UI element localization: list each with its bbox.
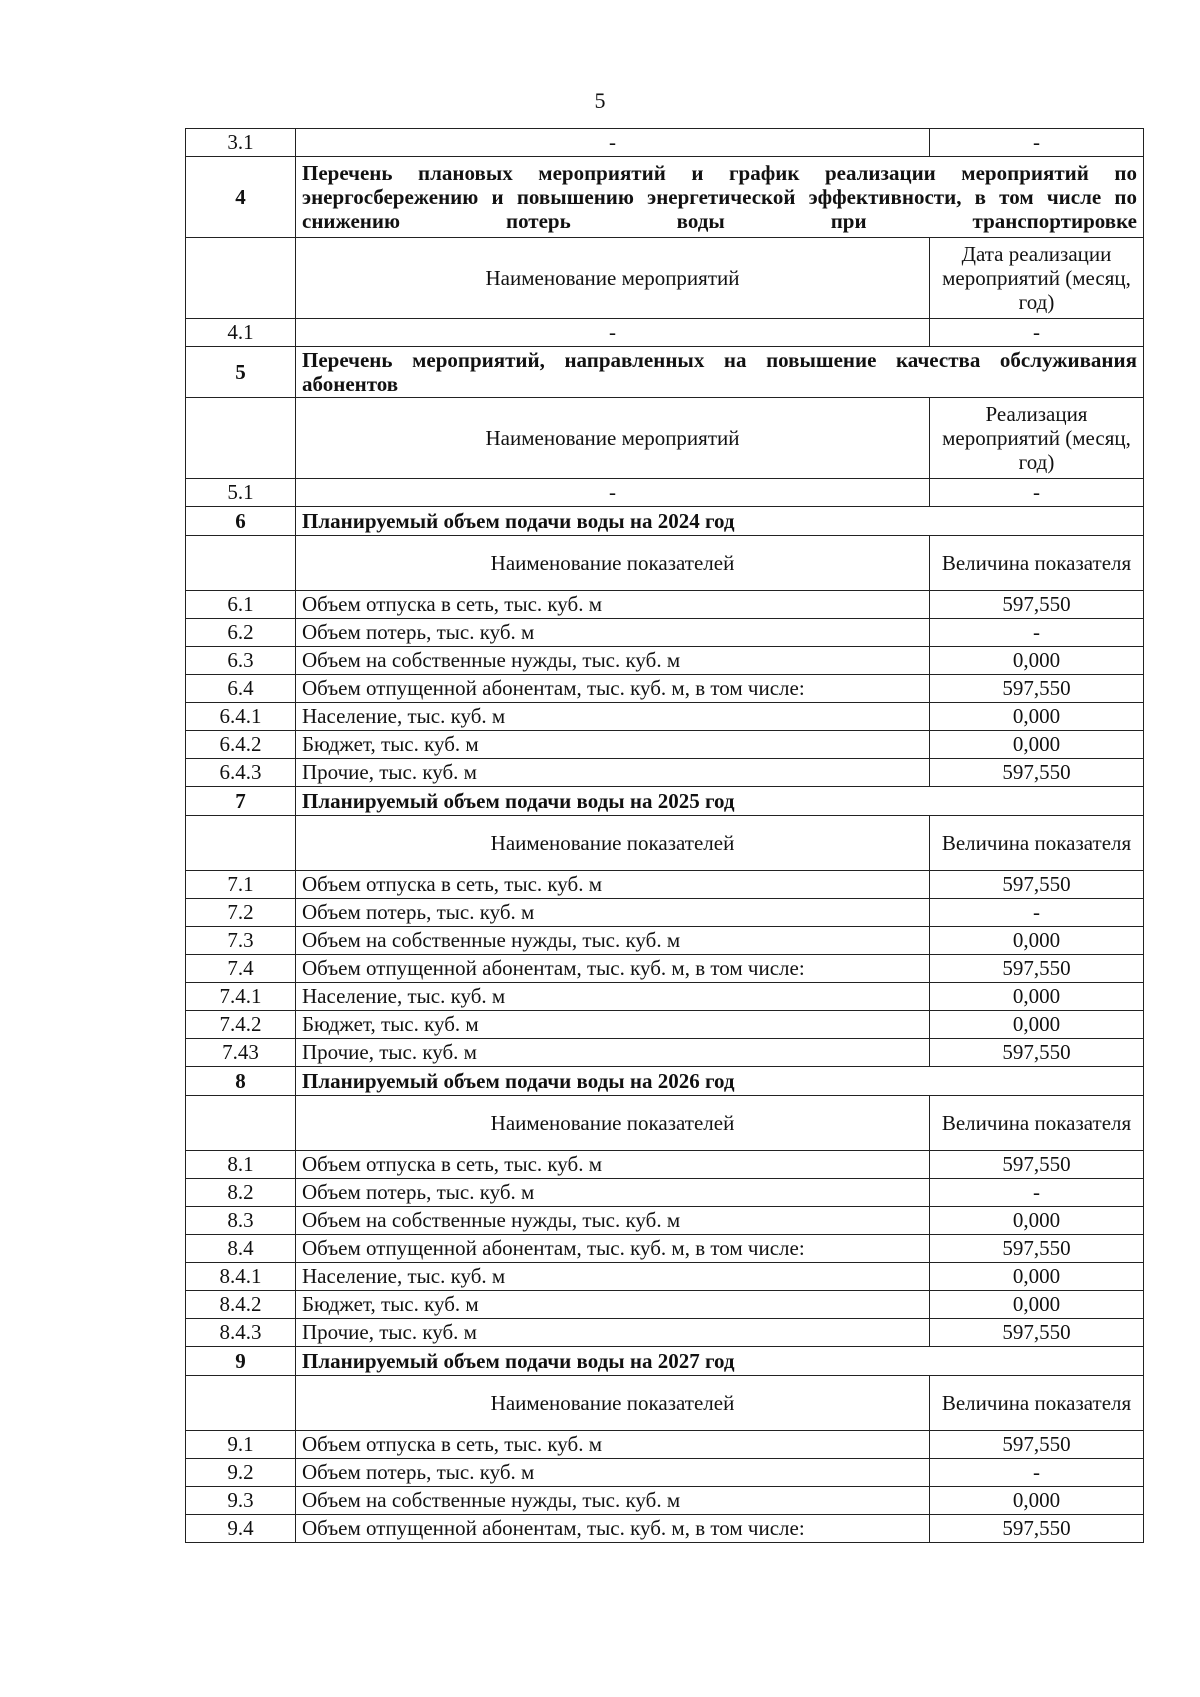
row-indicator-name: -: [296, 129, 930, 157]
table-row: [186, 899, 1144, 927]
header-name-cell: Наименование мероприятий: [296, 398, 930, 479]
table-row: [186, 1011, 1144, 1039]
table-row: [186, 759, 1144, 787]
table-row: [186, 955, 1144, 983]
row-value: 597,550: [930, 1151, 1144, 1179]
table-row: [186, 1459, 1144, 1487]
row-indicator-name: Объем отпущенной абонентам, тыс. куб. м, в том числе:: [296, 675, 930, 703]
section-number: 5: [186, 347, 296, 398]
row-value: -: [930, 479, 1144, 507]
row-value: 0,000: [930, 1011, 1144, 1039]
row-indicator-name: Объем на собственные нужды, тыс. куб. м: [296, 647, 930, 675]
row-number: 9.1: [186, 1431, 296, 1459]
row-value: -: [930, 899, 1144, 927]
row-indicator-name: Объем потерь, тыс. куб. м: [296, 1459, 930, 1487]
header-name-cell: Наименование показателей: [296, 1096, 930, 1151]
section-row: [186, 1347, 1144, 1376]
section-row: [186, 157, 1144, 238]
table-row: [186, 1179, 1144, 1207]
row-value: -: [930, 1459, 1144, 1487]
table-row: [186, 1291, 1144, 1319]
row-value: -: [930, 1179, 1144, 1207]
row-value: 0,000: [930, 1291, 1144, 1319]
row-number: 6.2: [186, 619, 296, 647]
header-number-cell: [186, 1096, 296, 1151]
table-row: [186, 1235, 1144, 1263]
header-number-cell: [186, 536, 296, 591]
row-indicator-name: Объем отпущенной абонентам, тыс. куб. м, в том числе:: [296, 955, 930, 983]
row-value: 597,550: [930, 1515, 1144, 1543]
row-indicator-name: Объем отпуска в сеть, тыс. куб. м: [296, 1151, 930, 1179]
row-indicator-name: Население, тыс. куб. м: [296, 703, 930, 731]
row-number: 7.1: [186, 871, 296, 899]
row-indicator-name: Бюджет, тыс. куб. м: [296, 731, 930, 759]
header-name-cell: Наименование показателей: [296, 1376, 930, 1431]
row-indicator-name: Население, тыс. куб. м: [296, 1263, 930, 1291]
table-row: [186, 1207, 1144, 1235]
row-value: 0,000: [930, 647, 1144, 675]
section-number: 9: [186, 1347, 296, 1376]
section-row: [186, 787, 1144, 816]
row-number: 7.3: [186, 927, 296, 955]
table-row: [186, 591, 1144, 619]
row-indicator-name: Объем потерь, тыс. куб. м: [296, 899, 930, 927]
header-value-cell: Дата реализации мероприятий (месяц, год): [930, 238, 1144, 319]
water-supply-table: [185, 128, 1144, 1543]
section-number: 4: [186, 157, 296, 238]
row-indicator-name: Объем отпуска в сеть, тыс. куб. м: [296, 1431, 930, 1459]
table-row: [186, 647, 1144, 675]
table-row: [186, 1263, 1144, 1291]
table-row: [186, 319, 1144, 347]
table-row: [186, 619, 1144, 647]
row-number: 8.4: [186, 1235, 296, 1263]
header-number-cell: [186, 238, 296, 319]
section-title: Перечень мероприятий, направленных на повышение качества обслуживания абонентов: [296, 347, 1144, 398]
row-value: 597,550: [930, 1431, 1144, 1459]
table-row: [186, 1319, 1144, 1347]
section-title: Перечень плановых мероприятий и график реализации мероприятий по энергосбережению и повышению энергетической эффективности, в том числе по снижению потерь воды при транспортировке: [296, 157, 1144, 238]
row-indicator-name: -: [296, 479, 930, 507]
row-indicator-name: Объем на собственные нужды, тыс. куб. м: [296, 927, 930, 955]
row-value: 0,000: [930, 983, 1144, 1011]
row-indicator-name: Объем потерь, тыс. куб. м: [296, 1179, 930, 1207]
row-number: 7.2: [186, 899, 296, 927]
page-number: 5: [594, 88, 606, 113]
row-number: 7.4: [186, 955, 296, 983]
row-number: 9.3: [186, 1487, 296, 1515]
row-number: 6.4.2: [186, 731, 296, 759]
row-indicator-name: Бюджет, тыс. куб. м: [296, 1291, 930, 1319]
row-indicator-name: Объем потерь, тыс. куб. м: [296, 619, 930, 647]
header-value-cell: Величина показателя: [930, 1096, 1144, 1151]
column-header-row: [186, 238, 1144, 319]
section-row: [186, 1067, 1144, 1096]
row-value: -: [930, 319, 1144, 347]
row-value: 597,550: [930, 955, 1144, 983]
column-header-row: [186, 1096, 1144, 1151]
header-value-cell: Величина показателя: [930, 816, 1144, 871]
row-value: 597,550: [930, 1235, 1144, 1263]
section-row: [186, 507, 1144, 536]
row-indicator-name: Объем отпуска в сеть, тыс. куб. м: [296, 871, 930, 899]
table-row: [186, 1151, 1144, 1179]
column-header-row: [186, 536, 1144, 591]
table-body: [186, 129, 1144, 1543]
row-number: 7.4.1: [186, 983, 296, 1011]
row-indicator-name: Прочие, тыс. куб. м: [296, 759, 930, 787]
row-number: 8.1: [186, 1151, 296, 1179]
row-number: 7.4.2: [186, 1011, 296, 1039]
row-value: 0,000: [930, 1487, 1144, 1515]
row-value: -: [930, 619, 1144, 647]
row-indicator-name: Объем отпущенной абонентам, тыс. куб. м, в том числе:: [296, 1515, 930, 1543]
table-row: [186, 731, 1144, 759]
row-indicator-name: Объем на собственные нужды, тыс. куб. м: [296, 1487, 930, 1515]
section-title: Планируемый объем подачи воды на 2027 год: [296, 1347, 1144, 1376]
section-number: 8: [186, 1067, 296, 1096]
column-header-row: [186, 398, 1144, 479]
header-value-cell: Величина показателя: [930, 1376, 1144, 1431]
row-number: 6.4: [186, 675, 296, 703]
row-number: 4.1: [186, 319, 296, 347]
row-value: 0,000: [930, 927, 1144, 955]
section-number: 7: [186, 787, 296, 816]
header-name-cell: Наименование показателей: [296, 816, 930, 871]
row-indicator-name: Объем на собственные нужды, тыс. куб. м: [296, 1207, 930, 1235]
section-title: Планируемый объем подачи воды на 2025 год: [296, 787, 1144, 816]
row-value: 0,000: [930, 1207, 1144, 1235]
header-number-cell: [186, 1376, 296, 1431]
row-indicator-name: -: [296, 319, 930, 347]
row-number: 8.4.2: [186, 1291, 296, 1319]
row-number: 7.43: [186, 1039, 296, 1067]
header-number-cell: [186, 398, 296, 479]
row-number: 9.4: [186, 1515, 296, 1543]
header-value-cell: Величина показателя: [930, 536, 1144, 591]
row-value: 597,550: [930, 675, 1144, 703]
table-row: [186, 1515, 1144, 1543]
section-row: [186, 347, 1144, 398]
row-indicator-name: Объем отпущенной абонентам, тыс. куб. м, в том числе:: [296, 1235, 930, 1263]
header-value-cell: Реализация мероприятий (месяц, год): [930, 398, 1144, 479]
section-title: Планируемый объем подачи воды на 2026 год: [296, 1067, 1144, 1096]
row-indicator-name: Объем отпуска в сеть, тыс. куб. м: [296, 591, 930, 619]
row-number: 9.2: [186, 1459, 296, 1487]
row-value: 597,550: [930, 1319, 1144, 1347]
row-value: 597,550: [930, 591, 1144, 619]
row-number: 8.4.1: [186, 1263, 296, 1291]
table-row: [186, 703, 1144, 731]
section-number: 6: [186, 507, 296, 536]
row-value: 597,550: [930, 1039, 1144, 1067]
row-value: 0,000: [930, 1263, 1144, 1291]
header-name-cell: Наименование мероприятий: [296, 238, 930, 319]
row-number: 6.3: [186, 647, 296, 675]
table-row: [186, 675, 1144, 703]
header-number-cell: [186, 816, 296, 871]
row-value: 0,000: [930, 703, 1144, 731]
row-value: 0,000: [930, 731, 1144, 759]
row-number: 8.3: [186, 1207, 296, 1235]
row-indicator-name: Прочие, тыс. куб. м: [296, 1319, 930, 1347]
row-number: 5.1: [186, 479, 296, 507]
row-number: 6.4.1: [186, 703, 296, 731]
row-indicator-name: Население, тыс. куб. м: [296, 983, 930, 1011]
row-indicator-name: Бюджет, тыс. куб. м: [296, 1011, 930, 1039]
table-row: [186, 927, 1144, 955]
table-row: [186, 1487, 1144, 1515]
row-indicator-name: Прочие, тыс. куб. м: [296, 1039, 930, 1067]
row-number: 6.1: [186, 591, 296, 619]
table-row: [186, 1431, 1144, 1459]
table-row: [186, 129, 1144, 157]
table-row: [186, 983, 1144, 1011]
section-title: Планируемый объем подачи воды на 2024 год: [296, 507, 1144, 536]
row-value: 597,550: [930, 871, 1144, 899]
table-row: [186, 479, 1144, 507]
row-number: 8.2: [186, 1179, 296, 1207]
row-value: 597,550: [930, 759, 1144, 787]
row-number: 6.4.3: [186, 759, 296, 787]
table-row: [186, 871, 1144, 899]
table-row: [186, 1039, 1144, 1067]
column-header-row: [186, 1376, 1144, 1431]
header-name-cell: Наименование показателей: [296, 536, 930, 591]
row-value: -: [930, 129, 1144, 157]
row-number: 3.1: [186, 129, 296, 157]
column-header-row: [186, 816, 1144, 871]
row-number: 8.4.3: [186, 1319, 296, 1347]
